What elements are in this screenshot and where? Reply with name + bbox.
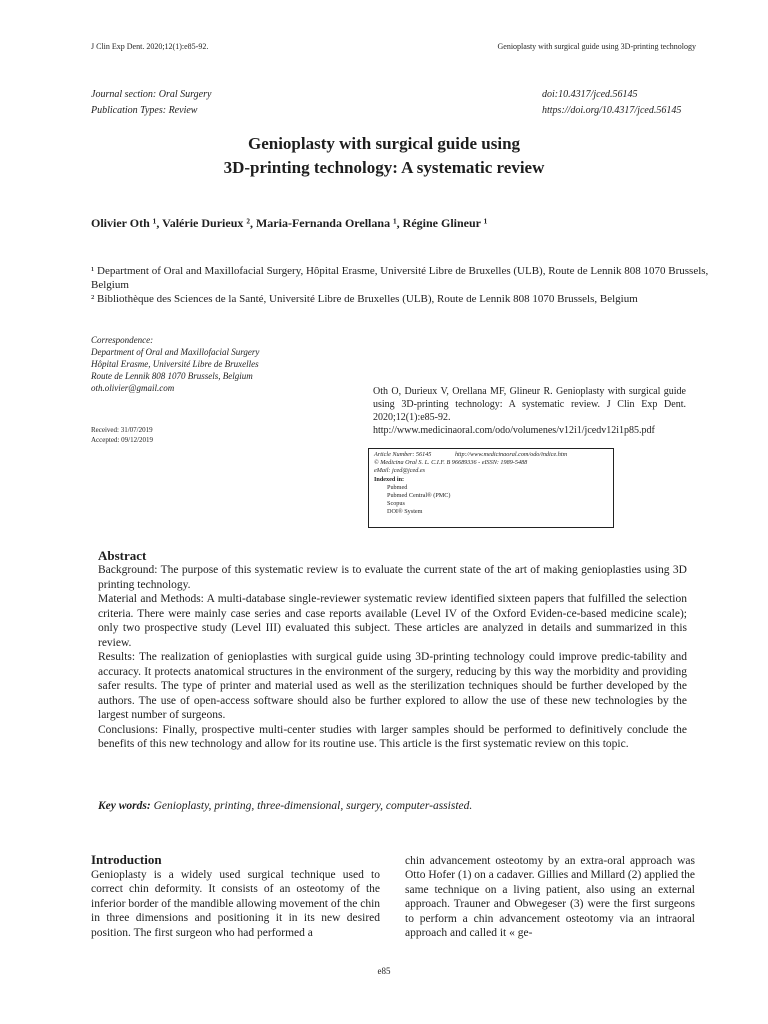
keywords-text: Genioplasty, printing, three-dimensional, surgery, computer-assisted. bbox=[153, 800, 473, 812]
citation-url[interactable]: http://www.medicinaoral.com/odo/volumenes/v12i1/jcedv12i1p85.pdf bbox=[373, 425, 655, 436]
correspondence-label: Correspondence: bbox=[91, 335, 154, 345]
keywords-label: Key words: bbox=[98, 800, 151, 812]
journal-section: Journal section: Oral Surgery bbox=[91, 89, 212, 100]
citation-text: Oth O, Durieux V, Orellana MF, Glineur R. Genioplasty with surgical guide using 3D-printing technology: A systematic review. J Clin Exp Dent. 2020;12(1):e85-92. bbox=[373, 386, 686, 423]
correspondence-email[interactable]: oth.olivier@gmail.com bbox=[91, 383, 175, 393]
page-number: e85 bbox=[377, 966, 391, 976]
index-pmc: Pubmed Central® (PMC) bbox=[387, 492, 451, 500]
journal-email[interactable]: eMail: jced@jced.es bbox=[374, 467, 426, 475]
correspondence bbox=[91, 334, 259, 394]
intro-column-2 bbox=[405, 854, 695, 940]
info-line-1 bbox=[374, 451, 608, 459]
keywords bbox=[98, 800, 688, 812]
index-doi: DOI® System bbox=[387, 508, 423, 516]
running-header-left: J Clin Exp Dent. 2020;12(1):e85-92. bbox=[91, 42, 209, 51]
article-number: Article Number: 56145 bbox=[374, 451, 432, 458]
index-pubmed: Pubmed bbox=[387, 483, 408, 491]
affiliation-2: ² Bibliothèque des Sciences de la Santé, Université Libre de Bruxelles (ULB), Route de Lennik 808 1070 Brussels, Belgium bbox=[91, 293, 638, 305]
meta-left bbox=[91, 87, 211, 119]
intro-heading: Introduction bbox=[91, 852, 162, 867]
doi-link[interactable]: https://doi.org/10.4317/jced.56145 bbox=[542, 105, 682, 116]
title-line-1: Genioplasty with surgical guide using bbox=[247, 134, 521, 153]
journal-index-url[interactable]: http://www.medicinaoral.com/odo/indice.htm bbox=[454, 451, 568, 458]
abstract-heading: Abstract bbox=[98, 548, 147, 563]
affiliations bbox=[91, 264, 711, 306]
affiliation-1: ¹ Department of Oral and Maxillofacial Surgery, Hôpital Erasme, Université Libre de Bruxelles (ULB), Route de Lennik 808 1070 Brussels, Belgium bbox=[91, 265, 709, 291]
intro-text-col1: Genioplasty is a widely used surgical technique used to correct chin deformity. It consists of an osteotomy of the inferior border of the mandible allowing movement of the chin in three dimensions and positioning it in its new desired position. The first surgeon who had performed a bbox=[91, 869, 381, 939]
correspondence-address: Route de Lennik 808 1070 Brussels, Belgium bbox=[91, 371, 253, 381]
indexed-in-label: Indexed in: bbox=[374, 475, 405, 483]
intro-text-col2: chin advancement osteotomy by an extra-oral approach was Otto Hofer (1) on a cadaver. Gillies and Millard (2) applied the same technique on a living patient, also using an external approach. Trauner and Obwegeser (3) were the first surgeons to perform a chin advancement osteotomy via an intraoral approach and called it « ge- bbox=[405, 855, 695, 940]
meta-right bbox=[542, 87, 681, 119]
title-line-2: 3D-printing technology: A systematic review bbox=[223, 158, 545, 177]
dates bbox=[91, 425, 153, 445]
paper-title bbox=[0, 132, 768, 180]
abstract-background: Background: The purpose of this systematic review is to evaluate the current state of the art of making genioplasties using 3D printing technology. bbox=[98, 564, 687, 591]
authors: Olivier Oth ¹, Valérie Durieux ², Maria-Fernanda Orellana ¹, Régine Glineur ¹ bbox=[91, 216, 488, 230]
citation bbox=[373, 385, 686, 437]
article-info-box bbox=[368, 448, 614, 528]
index-scopus: Scopus bbox=[387, 500, 405, 508]
doi: doi:10.4317/jced.56145 bbox=[542, 89, 638, 100]
running-header-right: Genioplasty with surgical guide using 3D-printing technology bbox=[497, 42, 696, 51]
publication-types: Publication Types: Review bbox=[91, 105, 198, 116]
abstract-section bbox=[98, 548, 687, 752]
intro-column-1 bbox=[91, 852, 380, 940]
abstract-conclusions: Conclusions: Finally, prospective multi-center studies with larger samples should be performed to definitively conclude the benefits of this new technology and allow for its routine use. This article is the first systematic review on this topic. bbox=[98, 723, 687, 750]
copyright: © Medicina Oral S. L. C.I.F. B 96689336 - eISSN: 1989-5488 bbox=[374, 459, 528, 467]
received-date: Received: 31/07/2019 bbox=[91, 426, 153, 434]
abstract-results: Results: The realization of genioplasties with surgical guide using 3D-printing technology could improve predic-tability and accuracy. It protects anatomical structures in the environment of the surgery, reducing by this way the morbidity and providing safer results. The type of printer and material used as well as the sterilization techniques should be further developed by the authors. The use of open-access software should also be further explored to allow the use of these new technologies by the largest number of surgeons. bbox=[98, 651, 687, 721]
accepted-date: Accepted: 09/12/2019 bbox=[91, 436, 154, 444]
abstract-methods: Material and Methods: A multi-database single-reviewer systematic review identified sixteen papers that fulfilled the selection criteria. There were mainly case series and case reports available (Level IV of the Oxford Eviden-ce-based medicine scale); only two prospective study (Level III) evaluated this subject. These articles are analyzed in details and summarized in this review. bbox=[98, 593, 687, 649]
correspondence-hospital: Hôpital Erasme, Université Libre de Bruxelles bbox=[91, 359, 259, 369]
correspondence-dept: Department of Oral and Maxillofacial Surgery bbox=[91, 347, 260, 357]
